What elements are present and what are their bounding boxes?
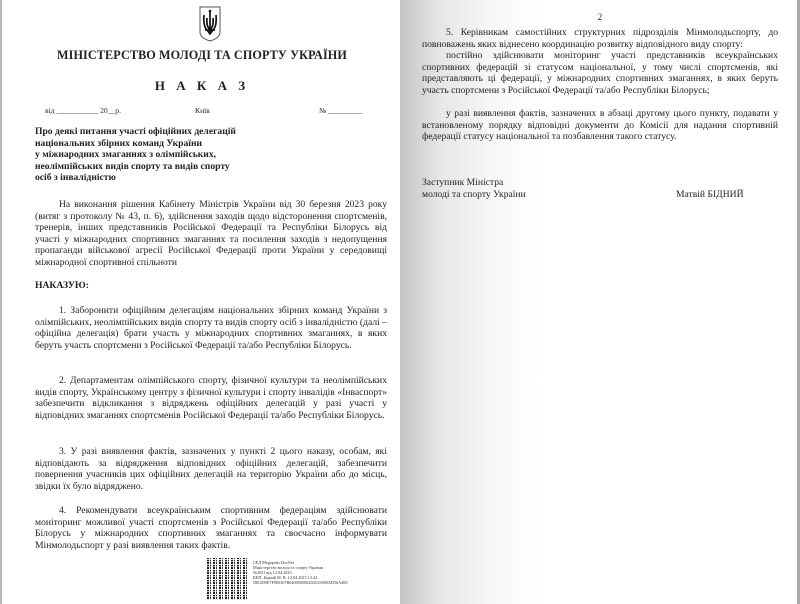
qr-code-icon <box>207 558 249 600</box>
preamble: На виконання рішення Кабінету Міністрів України від 30 березня 2023 року (витяг з протоколу № 43, п. 6), здійснення заходів щодо відсторонення спортсменів, тренерів, інших представників Російської Федерації та Республіки Білорусь від участі у міжнародних спортивних змаганнях та посилення заходів з недопущення пропаганди військової агресії Російської Федерації проти України у середовищі міжнародної спортивної спільноти <box>35 199 387 268</box>
stamp-line: Міністерство молоді та спорту України <box>253 565 323 571</box>
stamp-line: №2031 від 12.04.2023 <box>253 570 292 576</box>
subject-line: неолімпійських видів спорту та видів спорту <box>35 160 230 172</box>
order-item-4: 4. Рекомендувати всеукраїнським спортивним федераціям здійснювати моніторинг можливої участі спортсменів з Російської Федерації та/або Республіки Білорусь у міжнародних спортивних змаганнях та своєчасно інформувати Мінмолодьспорт у разі виявлення таких фактів. <box>35 505 387 551</box>
subject-line: Про деякі питання участі офіційних делегацій <box>35 126 236 137</box>
e-signature-stamp <box>207 558 347 600</box>
order-item-5-paragraph-2: у разі виявлення фактів, зазначених в абзаці другому цього пункту, подавати у встановленому порядку відповідні документи до Комісії для надання спортивній федерації статусу національної та позбавлення такого статусу. <box>422 108 778 142</box>
ukraine-trident-icon <box>199 6 221 42</box>
order-item-5-intro: 5. Керівникам самостійних структурних підрозділів Мінмолодьспорту, до повноважень яких віднесено координацію розвитку відповідного виду спорту: <box>422 27 778 50</box>
ministry-title: МІНІСТЕРСТВО МОЛОДІ ТА СПОРТУ УКРАЇНИ <box>57 48 347 62</box>
order-item-3: 3. У разі виявлення фактів, зазначених у пункті 2 цього наказу, особам, які відповідають за відрядження відповідних офіційних делегацій, забезпечити повернення учасників цих офіційних делегацій на територію України або до місць, звідки їх було відряджено. <box>35 446 387 492</box>
page-number: 2 <box>597 12 603 22</box>
subject-line: у міжнародних змаганнях з олімпійських, <box>35 149 217 161</box>
subject-line: осіб з інвалідністю <box>35 172 116 184</box>
number-field: № _________ <box>319 106 363 115</box>
subject-line: національних збірних команд України <box>35 137 203 149</box>
stamp-line: КЕП: Бідний М. В. 12.04.2023 13:42 <box>253 575 318 581</box>
order-item-1: 1. Заборонити офіційним делегаціям національних збірних команд України з олімпійських, неолімпійських видів спорту та видів спорту осіб з інвалідністю (далі – офіційна делегація) брати участь у міжнародних спортивних змаганнях, в яких беруть участь спортсмени з Російської Федерації та/або Республіки Білорусь. <box>35 305 387 351</box>
date-field: від ___________ 20__р. <box>45 106 122 115</box>
signatory-title-line: молоді та спорту України <box>422 189 526 200</box>
order-item-2: 2. Департаментам олімпійського спорту, фізичної культури та неолімпійських видів спорту, Українському центру з фізичної культури і спорту інвалідів «Інваспорт» забезпечити відкликання з відряджень офіційних делегацій у разі участі у відповідних змаганнях спортсменів Російської Федерації та/або Республіки Білорусь. <box>35 375 387 421</box>
signatory-name: Матвій БІДНИЙ <box>676 189 744 200</box>
stamp-line: 58E2D9E7F900307B0400000002D2023000AD56A400 <box>253 580 348 586</box>
order-item-5-paragraph-1: постійно здійснювати моніторинг участі представників всеукраїнських спортивних федерацій зі статусом національної, у тому числі спортсменів, які представляють ці федерації, у міжнародних спортивних змаганнях, в яких беруть участь спортсмени з Російської Федерації та/або Республіки Білорусь; <box>422 50 778 96</box>
order-heading: НАКАЗУЮ: <box>35 280 89 291</box>
stamp-text <box>253 558 347 600</box>
signatory-title-line: Заступник Міністра <box>422 177 504 188</box>
document-type: Н А К А З <box>154 78 250 93</box>
order-subject <box>35 126 295 184</box>
stamp-line: СЕД Megapolis.DocNet <box>253 560 295 565</box>
signatory-title <box>422 177 526 201</box>
city-label: Київ <box>195 106 210 115</box>
